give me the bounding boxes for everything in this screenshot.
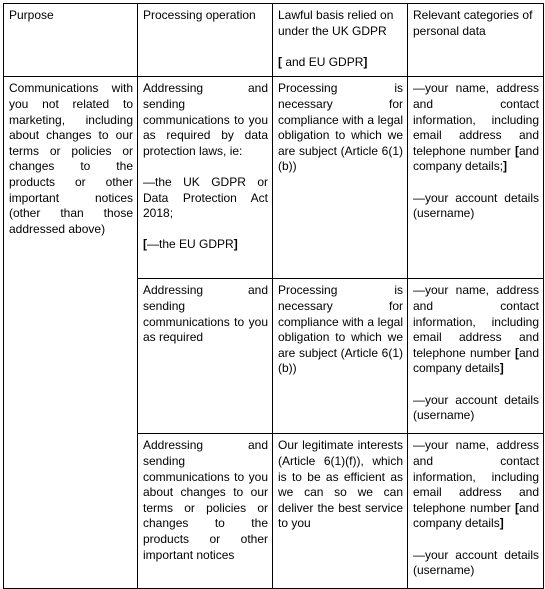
header-basis-label: Lawful basis relied on under the UK GDPR [278,8,394,38]
table-row [4,77,544,279]
basis-cell: Processing is necessary for compliance with a legal obligation to which we are subject (Article 6(1)(b)) [273,279,408,434]
purpose-cell: Communications with you not related to marketing, including about changes to our terms or policies or changes to the products or other important notices (other than those addressed above) [4,77,138,589]
basis-cell: Processing is necessary for compliance with a legal obligation to which we are subject (Article 6(1)(b)) [273,77,408,279]
categories-cell: —your name, address and contact information, including email address and telephone number [and company details] —your account details (username) [408,279,544,434]
header-categories: Relevant categories of personal data [408,4,544,77]
header-purpose: Purpose [4,4,138,77]
header-row [4,4,544,77]
gdpr-table [3,3,544,589]
header-basis-eu: [ and EU GDPR] [278,54,368,69]
categories-cell: —your name, address and contact information, including email address and telephone number [and company details;] —your account details (username) [408,77,544,279]
operation-cell: Addressing and sending communications to you as required [138,279,273,434]
operation-cell: Addressing and sending communications to you as required by data protection laws, ie: —the UK GDPR or Data Protection Act 2018; [—the EU GDPR] [138,77,273,279]
header-basis [273,4,408,77]
operation-cell: Addressing and sending communications to you about changes to our terms or policies or changes to the products or other important notices [138,434,273,589]
header-operation: Processing operation [138,4,273,77]
categories-cell: —your name, address and contact information, including email address and telephone number [and company details] —your account details (username) [408,434,544,589]
basis-cell: Our legitimate interests (Article 6(1)(f)), which is to be as efficient as we can so we can deliver the best service to you [273,434,408,589]
